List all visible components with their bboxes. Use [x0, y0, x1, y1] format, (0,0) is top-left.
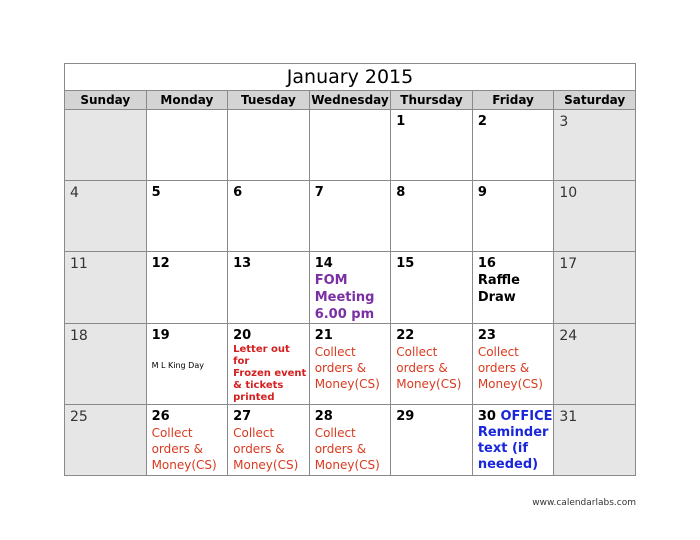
day-cell	[391, 324, 473, 405]
day-cell	[472, 252, 554, 324]
day-number: 9	[477, 185, 487, 200]
event-note: orders &	[233, 442, 285, 456]
day-cell-empty	[65, 110, 147, 181]
day-cell	[228, 324, 310, 405]
event-note: Collect	[314, 345, 356, 359]
event-note: Money(CS)	[151, 458, 217, 472]
day-cell	[554, 181, 636, 252]
event-note: orders &	[151, 442, 203, 456]
event-note: Letter out for	[233, 344, 290, 367]
event-note: Collect	[233, 426, 275, 440]
day-number: 14	[314, 256, 333, 271]
day-cell	[391, 181, 473, 252]
day-cell	[309, 181, 391, 252]
day-of-week-wednesday: Wednesday	[309, 91, 391, 110]
day-cell	[472, 181, 554, 252]
day-of-week-friday: Friday	[472, 91, 554, 110]
day-cell-empty	[228, 110, 310, 181]
week-row	[65, 181, 636, 252]
day-number: 19	[151, 328, 170, 343]
day-cell	[554, 405, 636, 476]
day-cell	[228, 181, 310, 252]
day-number: 12	[151, 256, 170, 271]
week-row	[65, 405, 636, 476]
event-note: orders &	[314, 442, 367, 456]
day-cell	[391, 252, 473, 324]
event-note: needed)	[477, 457, 539, 472]
day-cell-empty	[146, 110, 228, 181]
day-number: 25	[70, 409, 88, 425]
event-note: text (if	[477, 441, 529, 456]
event-note: orders &	[477, 361, 530, 375]
day-number: 1	[396, 114, 406, 129]
day-number: 17	[559, 256, 578, 272]
day-of-week-monday: Monday	[146, 91, 228, 110]
event-note: Meeting	[314, 290, 375, 305]
day-cell	[146, 324, 228, 405]
day-cell	[391, 110, 473, 181]
day-cell	[146, 181, 228, 252]
day-cell	[65, 252, 147, 324]
day-of-week-sunday: Sunday	[65, 91, 147, 110]
day-cell-empty	[309, 110, 391, 181]
calendar-table	[64, 63, 636, 476]
day-number: 26	[151, 409, 170, 424]
day-number: 16	[477, 256, 496, 271]
day-number: 20	[233, 328, 252, 343]
day-number: 23	[477, 328, 496, 343]
event-note: Frozen event	[233, 368, 307, 379]
day-number: 27	[233, 409, 252, 424]
day-of-week-tuesday: Tuesday	[228, 91, 310, 110]
day-of-week-thursday: Thursday	[391, 91, 473, 110]
day-cell	[472, 324, 554, 405]
day-cell	[472, 110, 554, 181]
calendar-title: January 2015	[65, 64, 636, 91]
event-note: Money(CS)	[314, 377, 380, 391]
event-note: Draw	[477, 290, 516, 305]
day-number: 11	[70, 256, 88, 272]
day-cell	[146, 405, 228, 476]
day-number-line	[473, 405, 554, 425]
footer-link[interactable]: www.calendarlabs.com	[532, 498, 636, 508]
calendar-body	[65, 110, 636, 476]
event-note: Raffle	[477, 273, 520, 288]
day-number: 3	[559, 114, 569, 130]
day-number: 2	[477, 114, 487, 129]
event-note: 6.00 pm	[314, 307, 375, 322]
day-cell	[228, 405, 310, 476]
event-note: FOM	[314, 273, 348, 288]
event-note: Money(CS)	[477, 377, 543, 391]
event-note: Reminder	[477, 425, 549, 440]
day-number: 6	[233, 185, 243, 200]
day-number: 4	[70, 185, 79, 201]
day-number: 8	[396, 185, 406, 200]
day-cell	[65, 181, 147, 252]
day-cell	[309, 405, 391, 476]
day-number: 28	[314, 409, 333, 424]
event-note: orders &	[314, 361, 367, 375]
day-number: 24	[559, 328, 578, 344]
event-note: Money(CS)	[233, 458, 299, 472]
day-of-week-saturday: Saturday	[554, 91, 636, 110]
week-row	[65, 324, 636, 405]
days-of-week-row	[65, 91, 636, 110]
day-cell	[554, 252, 636, 324]
event-note: orders &	[396, 361, 448, 375]
event-note: Collect	[314, 426, 356, 440]
day-number: 18	[70, 328, 88, 344]
event-note: Collect	[151, 426, 193, 440]
event-note: Collect	[396, 345, 438, 359]
day-number: 21	[314, 328, 333, 343]
day-cell	[228, 252, 310, 324]
event-note: Money(CS)	[396, 377, 462, 391]
event-note: printed	[233, 392, 275, 403]
day-cell	[309, 252, 391, 324]
day-number: 22	[396, 328, 415, 343]
week-row	[65, 252, 636, 324]
day-number: 15	[396, 256, 415, 271]
day-number: 30	[477, 409, 496, 424]
day-cell	[146, 252, 228, 324]
day-number: 13	[233, 256, 252, 271]
day-cell	[65, 405, 147, 476]
day-cell	[554, 324, 636, 405]
day-cell	[554, 110, 636, 181]
day-cell	[472, 405, 554, 476]
event-note: Collect	[477, 345, 519, 359]
day-number: 5	[151, 185, 161, 200]
event-note: & tickets	[233, 380, 284, 391]
day-number: 31	[559, 409, 578, 425]
day-number: 29	[396, 409, 415, 424]
event-note: Money(CS)	[314, 458, 380, 472]
day-cell	[65, 324, 147, 405]
event-note: OFFICE	[500, 409, 553, 424]
day-number: 10	[559, 185, 578, 201]
day-cell	[391, 405, 473, 476]
event-note: M L King Day	[151, 361, 204, 370]
day-cell	[309, 324, 391, 405]
week-row	[65, 110, 636, 181]
day-number: 7	[314, 185, 324, 200]
